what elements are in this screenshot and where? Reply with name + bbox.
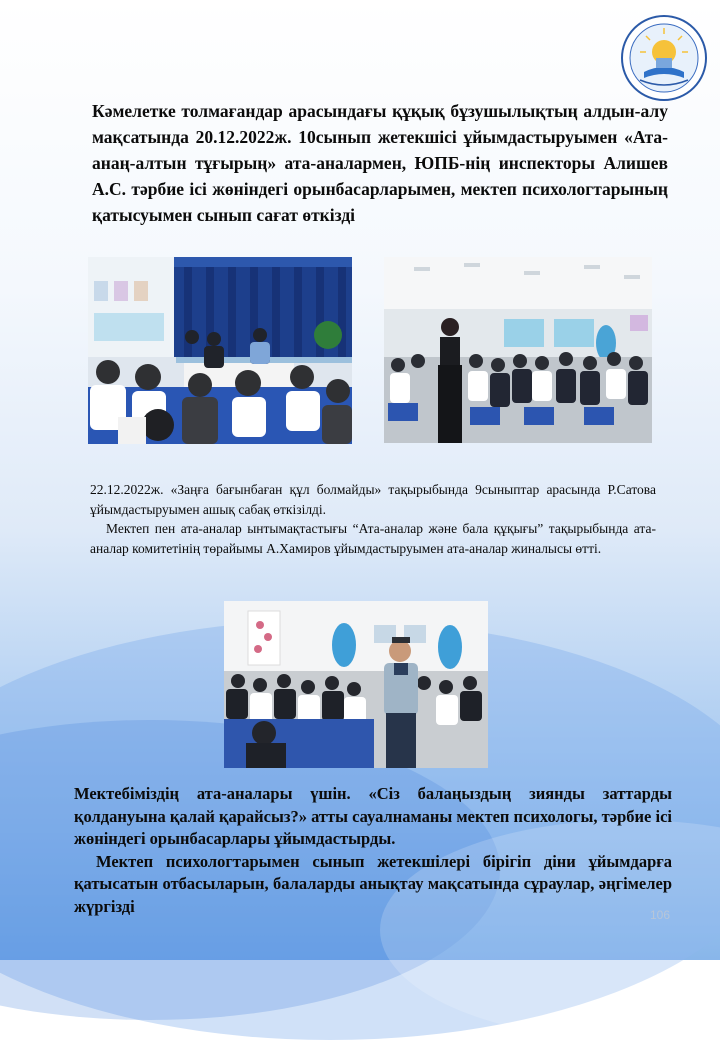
student-standing-photo-icon [384, 257, 652, 443]
paragraph-survey-text: Мектебіміздің ата-аналары үшін. «Сіз балаңыздың зиянды заттарды қолдануына қалай қарайсыз?» атты сауалнаманы мектеп психологы, тәрбие ісі жөніндегі орынбасарлары ұйымдастырды. [74, 784, 672, 848]
school-emblem-icon [620, 14, 708, 102]
classroom-meeting-photo-icon [88, 257, 352, 444]
paragraph-survey [74, 783, 672, 918]
police-inspector-photo-icon [224, 601, 488, 768]
paragraph-open-lesson-text: 22.12.2022ж. «Заңға бағынбаған құл болмайды» тақырыбында 9сыныптар арасында Р.Сатова ұйымдастыруымен ашық сабақ өткізілді. [90, 482, 656, 517]
paragraph-interviews-text: Мектеп психологтарымен сынып жетекшілері бірігіп діни ұйымдарға қатысатын отбасыларын, балаларды анықтау мақсатында сұраулар, әңгімелер жүргізді [74, 851, 672, 916]
paragraph-parents-meeting-text: Мектеп пен ата-аналар ынтымақтастығы “Ата-аналар және бала құқығы” тақырыбында ата-аналар комитетінің төрайымы А.Хамиров ұйымдастыруымен ата-аналар жиналысы өтті. [90, 521, 656, 556]
page-number: 106 [650, 908, 671, 922]
paragraph-open-lesson [90, 480, 656, 558]
paragraph-class-hour: Кәмелетке толмағандар арасындағы құқық бұзушылықтың алдын-алу мақсатында 20.12.2022ж. 10сынып жетекшісі ұйымдастыруымен «Ата-анаң-алтын тұғырың» ата-аналармен, ЮПБ-нің инспекторы Алишев А.С. тәрбие ісі жөніндегі орынбасарларымен, мектеп психологтарының қатысуымен сынып сағат өткізді [92, 101, 668, 225]
